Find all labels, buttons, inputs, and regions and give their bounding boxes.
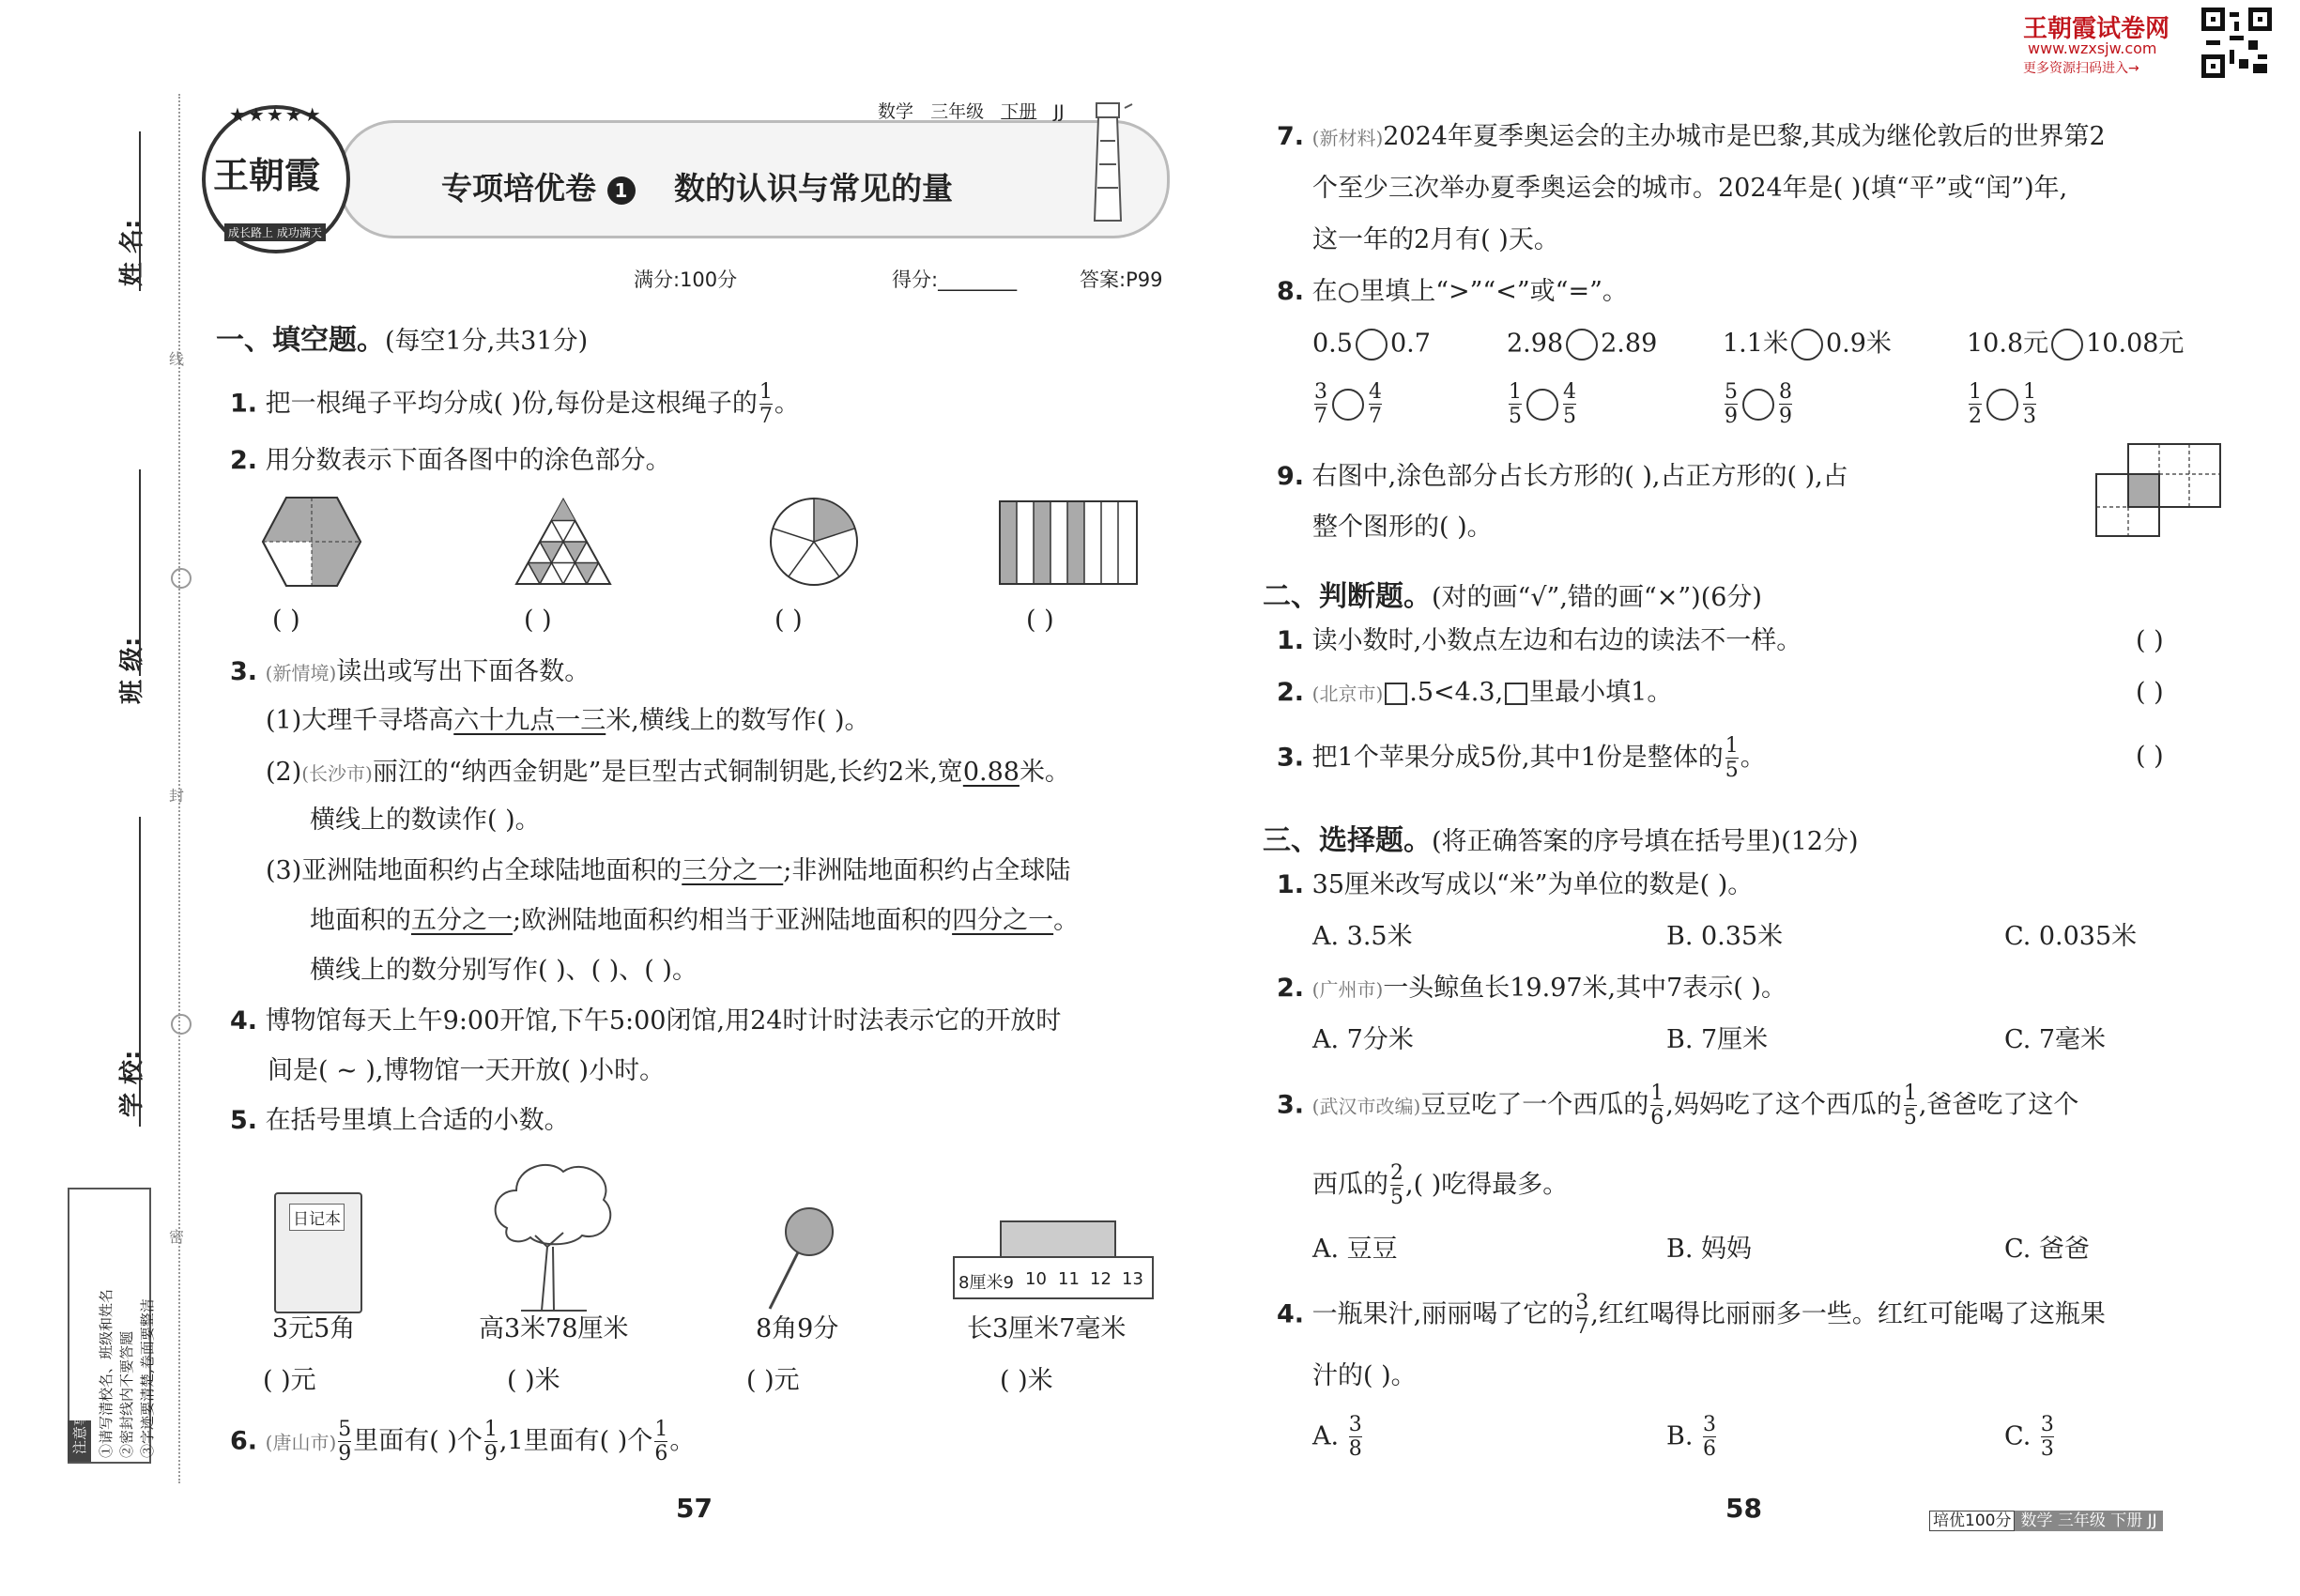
- score-field[interactable]: 得分:________: [892, 269, 1018, 291]
- text: (3)亚洲陆地面积约占全球陆地面积的: [266, 856, 682, 885]
- question-number: 3.: [1277, 1090, 1305, 1120]
- underlined-number: 三分之一: [682, 856, 784, 885]
- text: 地面积的: [310, 906, 411, 935]
- lighthouse-icon: [1080, 99, 1117, 221]
- option-a[interactable]: A. 3.5米: [1312, 922, 1413, 951]
- option-a[interactable]: A. 豆豆: [1312, 1235, 1398, 1264]
- right-value: 0.9米: [1825, 329, 1892, 359]
- question-8: [1277, 277, 1628, 307]
- option-letter: B.: [1666, 1421, 1694, 1451]
- question-number: 4.: [230, 1006, 258, 1036]
- numerator: 1: [483, 1418, 498, 1441]
- choice-1: [1277, 870, 1753, 900]
- option-b[interactable]: B. 7厘米: [1666, 1025, 1769, 1054]
- choice-2: [1277, 974, 1786, 1004]
- triangle-figure: [514, 498, 612, 586]
- numerator: 1: [1509, 380, 1522, 404]
- denominator: 2: [1969, 405, 1982, 429]
- numerator: 5: [1725, 380, 1738, 404]
- answer-blank[interactable]: ( ): [2136, 678, 2164, 707]
- cut-mark-dense: 密: [169, 1228, 185, 1246]
- question-text: 博物馆每天上午9:00开馆,下午5:00闭馆,用24时计时法表示它的开放时: [265, 1006, 1062, 1036]
- page-number-right: 58: [1725, 1493, 1762, 1524]
- seal-icon: [171, 568, 192, 589]
- question-text: 读小数时,小数点左边和右边的读法不一样。: [1311, 626, 1802, 655]
- compare-item: [1507, 329, 1657, 361]
- denominator: 7: [1314, 405, 1327, 429]
- answer-blank[interactable]: ( ): [2136, 742, 2164, 771]
- text: 米。: [1019, 758, 1070, 787]
- measured-block: [1000, 1220, 1116, 1260]
- overlap-squares-figure: [2093, 441, 2225, 540]
- question-number: 5.: [230, 1106, 258, 1135]
- question-6: [230, 1418, 695, 1466]
- compare-circle[interactable]: [2051, 329, 2083, 361]
- blank-square[interactable]: [1505, 683, 1527, 705]
- denominator: 8: [1348, 1437, 1362, 1462]
- question-number: 9.: [1277, 462, 1305, 491]
- judge-3: [1277, 734, 1766, 783]
- question-number: 2.: [230, 446, 258, 475]
- seal-icon: [171, 1014, 192, 1035]
- text: (2): [266, 758, 302, 787]
- brand-site-tip: 更多资源扫码进入→: [2023, 61, 2139, 76]
- item-label: 高3米78厘米: [479, 1314, 629, 1343]
- tree-picture: [483, 1153, 620, 1312]
- answer-blank[interactable]: ( ): [1026, 606, 1054, 635]
- section-fill-blank: [216, 316, 588, 358]
- text: 米,横线上的数写作( )。: [606, 706, 870, 735]
- compare-item: [1507, 380, 1578, 429]
- fraction: [1349, 1413, 1362, 1462]
- fraction: [759, 380, 773, 429]
- fraction: [1575, 1291, 1588, 1340]
- numerator: 1: [2023, 380, 2036, 404]
- brand-site-url: www.wzxsjw.com: [2028, 39, 2157, 57]
- numerator: 1: [654, 1418, 668, 1441]
- fraction: [2041, 1413, 2054, 1462]
- compare-item: [1723, 329, 1892, 361]
- fraction: [1369, 380, 1382, 429]
- numerator: 3: [1348, 1413, 1362, 1436]
- numerator: 8: [1779, 380, 1792, 404]
- question-number: 3.: [1277, 743, 1305, 773]
- compare-item: [1967, 380, 2038, 429]
- question-text: 把一根绳子平均分成( )份,每份是这根绳子的: [265, 389, 758, 419]
- rectangle-strip-figure: [998, 499, 1139, 586]
- footer-grade: 三年级: [2057, 1512, 2106, 1530]
- question-text: 在括号里填上合适的小数。: [265, 1106, 570, 1135]
- compare-circle[interactable]: [1332, 389, 1364, 421]
- text: 。: [669, 1426, 696, 1456]
- right-value: 10.08元: [2086, 329, 2185, 359]
- option-letter: A.: [1312, 1421, 1340, 1451]
- ruler-tick: 10: [1025, 1269, 1047, 1289]
- item-label: 3元5角: [272, 1314, 356, 1343]
- judge-2: [1277, 678, 1672, 708]
- denominator: 7: [1369, 405, 1382, 429]
- compare-circle[interactable]: [1986, 389, 2018, 421]
- section-note: (每空1分,共31分): [385, 327, 589, 356]
- school-field-line[interactable]: [139, 817, 141, 1127]
- option-b[interactable]: B. 妈妈: [1666, 1235, 1753, 1264]
- ruler-tick: 8厘米9: [958, 1273, 1014, 1293]
- judge-1: [1277, 626, 1802, 656]
- question-number: 6.: [230, 1426, 258, 1456]
- text: 豆豆吃了一个西瓜的: [1420, 1090, 1649, 1120]
- class-field-label: 班 级:: [118, 637, 146, 704]
- question-number: 7.: [1277, 122, 1305, 151]
- denominator: 6: [1650, 1106, 1664, 1130]
- denominator: 7: [1575, 1315, 1589, 1340]
- text: ,( )吃得最多。: [1405, 1170, 1569, 1200]
- answer-blank[interactable]: ( )米: [507, 1366, 560, 1395]
- grade-tag: 三年级: [930, 101, 985, 122]
- footer-tag: [1929, 1507, 2163, 1530]
- compare-circle[interactable]: [1566, 329, 1598, 361]
- question-number: 8.: [1277, 277, 1305, 306]
- note-line: ②密封线内不要答题: [118, 1330, 135, 1458]
- text: ;欧洲陆地面积约相当于亚洲陆地面积的: [513, 906, 953, 935]
- section-true-false: [1263, 573, 1762, 614]
- full-score: 满分:100分: [634, 269, 738, 291]
- question-number: 1.: [230, 389, 258, 419]
- question-3: [230, 657, 590, 687]
- item-label: 长3厘米7毫米: [967, 1314, 1127, 1343]
- question-number: 3.: [230, 657, 258, 686]
- diary-label: 日记本: [289, 1204, 345, 1231]
- diary-notebook-picture: [274, 1192, 362, 1313]
- denominator: 3: [2040, 1437, 2054, 1462]
- numerator: 3: [1703, 1413, 1717, 1436]
- underlined-number: 六十九点一三: [453, 706, 606, 735]
- compare-item: [1312, 329, 1431, 361]
- numerator: 1: [1969, 380, 1982, 404]
- denominator: 5: [1563, 405, 1576, 429]
- question-5: [230, 1106, 570, 1136]
- fraction: [1650, 1082, 1664, 1130]
- question-4: [230, 1006, 1061, 1036]
- option-letter: C.: [2004, 1421, 2032, 1451]
- title-number-badge: 1: [607, 176, 636, 205]
- footer-tag-label: 培优100分: [1929, 1511, 2015, 1531]
- section-title: 一、填空题。: [216, 324, 385, 357]
- compare-item: [1312, 380, 1384, 429]
- question-text: 读出或写出下面各数。: [336, 657, 590, 686]
- note-line: ③字迹要清楚,卷面要整洁: [139, 1298, 156, 1458]
- edition-tag: JJ: [1053, 101, 1065, 122]
- brand-site-name: 王朝霞试卷网: [2023, 15, 2170, 43]
- denominator: 7: [759, 405, 773, 429]
- notes-box: [68, 1188, 156, 1464]
- logo-stars: ★★★★★: [229, 103, 323, 126]
- numerator: 3: [1575, 1291, 1589, 1314]
- underlined-number: 五分之一: [411, 906, 513, 935]
- option-c[interactable]: [2004, 1413, 2056, 1462]
- denominator: 5: [1903, 1106, 1917, 1130]
- left-value: 10.8元: [1967, 329, 2049, 359]
- ruler-tick: 13: [1122, 1269, 1143, 1289]
- question-7: [1277, 122, 2106, 152]
- denominator: 6: [1703, 1437, 1717, 1462]
- page-title: [441, 164, 953, 208]
- page-number-left: 57: [676, 1493, 713, 1524]
- text: ,1里面有( )个: [498, 1426, 653, 1456]
- volume-tag: 下册: [1001, 101, 1037, 122]
- left-value: 2.98: [1507, 329, 1564, 359]
- class-field-line[interactable]: [139, 469, 141, 676]
- ruler-picture: [953, 1220, 1150, 1314]
- denominator: 9: [483, 1442, 498, 1466]
- option-a[interactable]: A. 7分米: [1312, 1025, 1414, 1054]
- footer-volume: 下册: [2110, 1512, 2143, 1530]
- question-number: 2.: [1277, 974, 1305, 1003]
- question-9: [1277, 462, 1848, 492]
- question-source: (武汉市改编): [1311, 1095, 1421, 1118]
- fraction: [1509, 380, 1522, 429]
- question-number: 4.: [1277, 1299, 1305, 1329]
- question-source: (新情境): [265, 662, 337, 684]
- question-3-part-3-blanks: 横线上的数分别写作( )、( )、( )。: [310, 956, 698, 985]
- option-c[interactable]: C. 7毫米: [2004, 1025, 2107, 1054]
- underlined-number: 四分之一: [952, 906, 1054, 935]
- question-text-end: 。: [774, 389, 800, 419]
- name-field-line[interactable]: [139, 131, 141, 291]
- option-c[interactable]: C. 爸爸: [2004, 1235, 2090, 1264]
- denominator: 9: [1725, 405, 1738, 429]
- hexagon-figure: [261, 496, 362, 588]
- question-3-part-1: [266, 706, 869, 736]
- denominator: 9: [338, 1442, 352, 1466]
- question-7-cont: 个至少三次举办夏季奥运会的城市。2024年是( )(填“平”或“闰”)年,: [1312, 174, 2068, 203]
- text: 西瓜的: [1312, 1170, 1388, 1200]
- question-source: (唐山市): [265, 1431, 337, 1454]
- question-source: (北京市): [1311, 683, 1384, 705]
- denominator: 6: [654, 1442, 668, 1466]
- section-choice: [1263, 817, 1859, 858]
- logo-tag-2: 成功满天: [276, 226, 322, 239]
- fraction: [1314, 380, 1327, 429]
- header-meta: [878, 98, 1065, 123]
- denominator: 9: [1779, 405, 1792, 429]
- choice-4: [1277, 1291, 2106, 1340]
- question-number: 2.: [1277, 678, 1305, 707]
- numerator: 2: [1390, 1161, 1403, 1185]
- compare-circle[interactable]: [1526, 389, 1558, 421]
- text: 一瓶果汁,丽丽喝了它的: [1311, 1299, 1574, 1329]
- question-text: .5<4.3,: [1409, 678, 1504, 707]
- fraction: [654, 1418, 667, 1466]
- numerator: 1: [1725, 734, 1739, 758]
- footer-subject: 数学: [2020, 1512, 2053, 1530]
- answer-blank[interactable]: ( )元: [263, 1366, 316, 1395]
- answer-blank[interactable]: ( ): [774, 606, 803, 635]
- denominator: 3: [2023, 405, 2036, 429]
- fraction: [1390, 1161, 1403, 1210]
- title-prefix: 专项培优卷: [441, 170, 596, 207]
- option-b[interactable]: [1666, 1413, 1718, 1462]
- question-text: 2024年夏季奥运会的主办城市是巴黎,其成为继伦敦后的世界第2: [1383, 122, 2106, 151]
- question-text: 右图中,涂色部分占长方形的( ),占正方形的( ),占: [1311, 462, 1848, 491]
- text: ;非洲陆地面积约占全球陆: [783, 856, 1071, 885]
- question-3-part-2: [266, 758, 1070, 788]
- question-source: (广州市): [1311, 978, 1384, 1001]
- question-3-part-3-cont: [310, 906, 1079, 936]
- left-value: 1.1米: [1723, 329, 1788, 359]
- footer-edition: JJ: [2147, 1512, 2157, 1530]
- text: 。: [1053, 906, 1080, 935]
- question-1: [230, 380, 800, 429]
- answer-blank[interactable]: ( )米: [1000, 1366, 1053, 1395]
- ruler-tick: 11: [1058, 1269, 1080, 1289]
- question-3-part-2-cont: 横线上的数读作( )。: [310, 806, 541, 835]
- fraction: [1703, 1413, 1716, 1462]
- compare-circle[interactable]: [1742, 389, 1774, 421]
- fraction: [338, 1418, 351, 1466]
- qr-code-icon[interactable]: [2201, 8, 2272, 78]
- option-c[interactable]: C. 0.035米: [2004, 922, 2138, 951]
- circle-figure: [768, 496, 860, 588]
- answer-blank[interactable]: ( ): [524, 606, 552, 635]
- title-text: 数的认识与常见的量: [674, 170, 953, 207]
- notes-title: 注意事项: [68, 1420, 91, 1462]
- section-note: (将正确答案的序号填在括号里)(12分): [1432, 827, 1859, 856]
- text: ,红红喝得比丽丽多一些。红红可能喝了这瓶果: [1590, 1299, 2106, 1329]
- numerator: 3: [1314, 380, 1327, 404]
- numerator: 1: [1903, 1082, 1917, 1105]
- fraction: [2023, 380, 2036, 429]
- numerator: 3: [2040, 1413, 2054, 1436]
- option-a[interactable]: [1312, 1413, 1364, 1462]
- numerator: 1: [1650, 1082, 1664, 1105]
- denominator: 5: [1390, 1186, 1403, 1210]
- cut-mark-line: 线: [169, 350, 185, 368]
- question-text: 把1个苹果分成5份,其中1份是整体的: [1311, 743, 1724, 773]
- question-2: [230, 446, 671, 476]
- question-text: 35厘米改写成以“米”为单位的数是( )。: [1311, 870, 1754, 899]
- fraction: [1904, 1082, 1917, 1130]
- question-text: 一头鲸鱼长19.97米,其中7表示( )。: [1383, 974, 1786, 1003]
- numerator: 4: [1369, 380, 1382, 404]
- text: 丽江的“纳西金钥匙”是巨型古式铜制钥匙,长约2米,宽: [372, 758, 963, 787]
- logo-name: 王朝霞: [213, 155, 321, 196]
- question-number: 1.: [1277, 626, 1305, 655]
- lollipop-picture: [762, 1204, 837, 1312]
- footer-meta: [2015, 1511, 2162, 1531]
- option-b[interactable]: B. 0.35米: [1666, 922, 1784, 951]
- school-field-label: 学 校:: [118, 1050, 146, 1117]
- logo-tag: [224, 223, 326, 241]
- question-9-cont: 整个图形的( )。: [1312, 513, 1493, 542]
- fraction: [484, 1418, 498, 1466]
- right-value: 2.89: [1601, 329, 1658, 359]
- text: 。: [1740, 743, 1766, 773]
- answer-reference: 答案:P99: [1080, 269, 1163, 291]
- binding-strip: [0, 94, 188, 1502]
- fraction: [1779, 380, 1792, 429]
- question-7-cont: 这一年的2月有( )天。: [1312, 225, 1559, 254]
- numerator: 5: [338, 1418, 352, 1441]
- compare-circle[interactable]: [1791, 329, 1823, 361]
- left-value: 0.5: [1312, 329, 1353, 359]
- compare-item: [1967, 329, 2184, 361]
- denominator: 5: [1509, 405, 1522, 429]
- name-field-label: 姓 名:: [118, 219, 146, 286]
- fraction: [1725, 380, 1738, 429]
- underlined-number: 0.88: [962, 758, 1020, 787]
- numerator: 1: [759, 380, 773, 404]
- right-value: 0.7: [1389, 329, 1431, 359]
- question-4-cont: 间是( ~ ),博物馆一天开放( )小时。: [268, 1056, 666, 1085]
- question-text: 在○里填上“>”“<”或“=”。: [1311, 277, 1628, 306]
- question-number: 1.: [1277, 870, 1305, 899]
- choice-3: [1277, 1082, 2078, 1130]
- fraction: [1725, 734, 1739, 783]
- compare-circle[interactable]: [1356, 329, 1388, 361]
- answer-blank[interactable]: ( ): [272, 606, 300, 635]
- fraction: [1563, 380, 1576, 429]
- text: ,爸爸吃了这个: [1918, 1090, 2079, 1120]
- answer-blank[interactable]: ( ): [2136, 626, 2164, 655]
- blank-square[interactable]: [1385, 683, 1407, 705]
- subject-tag: 数学: [878, 101, 914, 122]
- section-title: 二、判断题。: [1263, 580, 1432, 613]
- fraction: [1969, 380, 1982, 429]
- section-title: 三、选择题。: [1263, 824, 1432, 857]
- numerator: 4: [1563, 380, 1576, 404]
- question-text: 里最小填1。: [1529, 678, 1673, 707]
- question-source: (长沙市): [301, 762, 373, 785]
- text: ,妈妈吃了这个西瓜的: [1665, 1090, 1902, 1120]
- note-line: ①请写清校名、班级和姓名: [98, 1288, 115, 1458]
- ruler-tick: 12: [1090, 1269, 1112, 1289]
- denominator: 5: [1725, 759, 1739, 783]
- text: 里面有( )个: [353, 1426, 483, 1456]
- brand-logo: [202, 105, 350, 253]
- answer-blank[interactable]: ( )元: [746, 1366, 800, 1395]
- question-3-part-3: [266, 856, 1070, 886]
- choice-3-cont: [1312, 1161, 1568, 1210]
- ruler: [953, 1256, 1154, 1299]
- section-note: (对的画“√”,错的画“×”)(6分): [1432, 583, 1762, 612]
- text: (1)大理千寻塔高: [266, 706, 454, 735]
- item-label: 8角9分: [756, 1314, 839, 1343]
- logo-tag-1: 成长路上: [228, 226, 274, 239]
- question-source: (新材料): [1311, 127, 1384, 149]
- question-text: 用分数表示下面各图中的涂色部分。: [265, 446, 671, 475]
- cut-mark-seal: 封: [169, 787, 185, 805]
- compare-item: [1723, 380, 1794, 429]
- choice-4-cont: 汁的( )。: [1312, 1361, 1417, 1390]
